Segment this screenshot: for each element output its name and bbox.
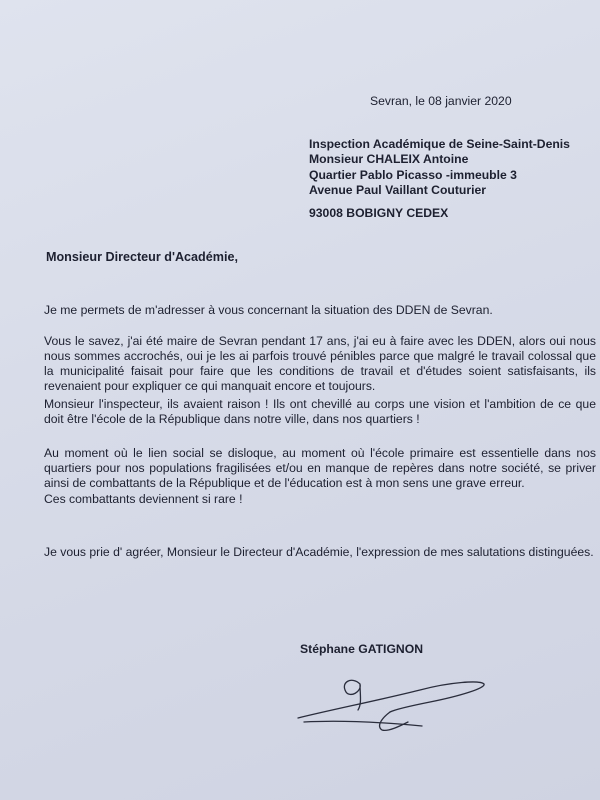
letter-date: Sevran, le 08 janvier 2020 [370,94,512,108]
recipient-postal-line: 93008 BOBIGNY CEDEX [309,206,449,220]
letter-paragraph-combatants: Ces combattants deviennent si rare ! [44,492,243,506]
recipient-line-quarter: Quartier Pablo Picasso -immeuble 3 [309,167,517,182]
recipient-line-person: Monsieur CHALEIX Antoine [309,152,469,167]
letter-paragraph-mayor: Vous le savez, j'ai été maire de Sevran pendant 17 ans, j'ai eu à faire avec les DDEN, alors oui nous nous sommes accrochés, oui je les ai parfois trouvé pénibles parce que malgré le travail colossal que la municipalité faisait pour faire que les conditions de travail et d'études soient satisfaisants, ils revenaient pour expliquer ce qui manquait encore et toujours. [44,334,596,393]
letter-salutation: Monsieur Directeur d'Académie, [46,250,238,264]
recipient-line-organization: Inspection Académique de Seine-Saint-Denis [309,137,570,151]
letter-paragraph-closing: Je vous prie d' agréer, Monsieur le Directeur d'Académie, l'expression de mes salutations distinguées. [44,545,594,559]
handwritten-signature [290,660,490,740]
letter-paragraph-inspector: Monsieur l'inspecteur, ils avaient raison ! Ils ont chevillé au corps une vision et l'ambition de ce que doit être l'école de la République dans notre ville, dans nos quartiers ! [44,397,596,426]
recipient-address [309,137,570,199]
letter-paragraph-intro: Je me permets de m'adresser à vous concernant la situation des DDEN de Sevran. [44,303,493,317]
recipient-line-street: Avenue Paul Vaillant Couturier [309,183,486,198]
letter-paragraph-social-link: Au moment où le lien social se disloque, au moment où l'école primaire est essentielle dans nos quartiers pour nos populations fragilisées et/ou en manque de repères dans notre société, se priver ainsi de combattants de la République et de l'éducation est à mon sens une grave erreur. [44,446,596,490]
signatory-name: Stéphane GATIGNON [300,642,424,656]
